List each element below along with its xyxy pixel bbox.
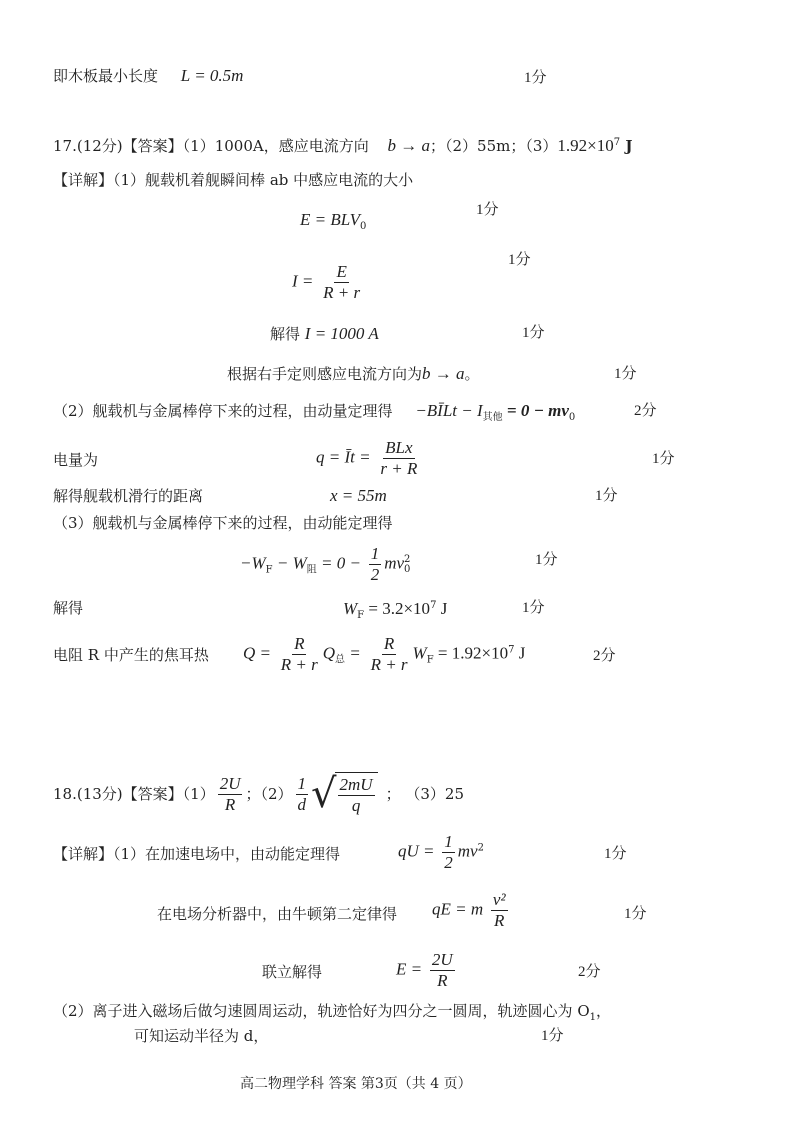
score: 1分	[524, 70, 547, 86]
text-line: （2）舰载机与金属棒停下来的过程，由动量定理得 −BĪLt − $I_{其他} = 0 - mv_0$	[53, 401, 576, 423]
score: 1分	[522, 600, 545, 616]
score: 2分	[634, 403, 657, 419]
equation: q = Īt = $\frac{\text{BLx}}{r + R}$	[316, 438, 418, 478]
text-line: 解得舰载机滑行的距离	[53, 487, 204, 505]
score: 1分	[541, 1028, 564, 1044]
score: 1分	[614, 366, 637, 382]
equation: x = 55m	[330, 486, 387, 505]
text-line: （2）离子进入磁场后做匀速圆周运动，轨迹恰好为四分之一圆周，轨迹圆心为 $O_1$，	[53, 1002, 612, 1023]
text-line: 联立解得	[262, 963, 323, 981]
score: 1分	[508, 252, 531, 268]
score: 1分	[522, 325, 545, 341]
text-line: 根据右手定则感应电流方向为b → a。	[227, 364, 480, 383]
score: 2分	[578, 964, 601, 980]
equation: L = 0.5m	[180, 66, 244, 85]
text-line: 电阻 R 中产生的焦耳热	[53, 646, 209, 664]
text-line: 电量为	[53, 451, 99, 469]
text-line: 在电场分析器中，由牛顿第二定律得	[157, 905, 398, 923]
equation: Q = $\frac{R}{R + r}$ $Q_总$ = $\frac{R}{R + r}$ $W_F = 1.92\times 10^7$ J	[243, 634, 526, 674]
equation: qU = $\frac{1}{2}$ $mv^2$	[398, 832, 484, 872]
text-line: 可知运动半径为 d，	[134, 1027, 269, 1045]
score: 1分	[652, 451, 675, 467]
text-line: 即木板最小长度 L = 0.5m	[53, 66, 244, 85]
text-line: （3）舰载机与金属棒停下来的过程，由动能定理得	[53, 514, 393, 532]
score: 1分	[604, 846, 627, 862]
detail-heading: 【详解】（1）舰载机着舰瞬间棒 ab 中感应电流的大小	[53, 171, 414, 189]
detail-heading: 【详解】（1）在加速电场中，由动能定理得	[53, 845, 341, 863]
question-17-answer: 17.(12分)【答案】（1）1000A，感应电流方向 b → a；（2）55m；$(3)1.92\times 10^7$ J	[53, 136, 633, 155]
equation: 解得 I = 1000 A	[270, 324, 379, 343]
equation: I = $\frac{E}{R + r}$	[292, 262, 361, 302]
question-18-answer: 18.(13分)【答案】（1） $\frac{2U}{R}$ ；（2） $\frac{1}{d}$ √ $\frac{2mU}{q}$ ； （3）25	[53, 771, 464, 817]
equation: $E = BLV_0$	[300, 210, 367, 232]
equation: E = $\frac{2U}{R}$	[396, 950, 453, 990]
equation: qE = m $\frac{\text{v²}}{R}$	[432, 890, 506, 930]
score: 2分	[593, 648, 616, 664]
equation: $W_F = 3.2\times 10^7$ J	[343, 599, 448, 621]
text-line: 解得	[53, 599, 84, 617]
score: 1分	[595, 488, 618, 504]
score: 1分	[624, 906, 647, 922]
equation: $-W_F - W_阻 = 0$ − $\frac{1}{2}$ mv 2 0	[240, 544, 411, 584]
score: 1分	[535, 552, 558, 568]
score: 1分	[476, 202, 499, 218]
page-footer: 高二物理学科 答案 第3页（共 4 页）	[240, 1076, 472, 1092]
